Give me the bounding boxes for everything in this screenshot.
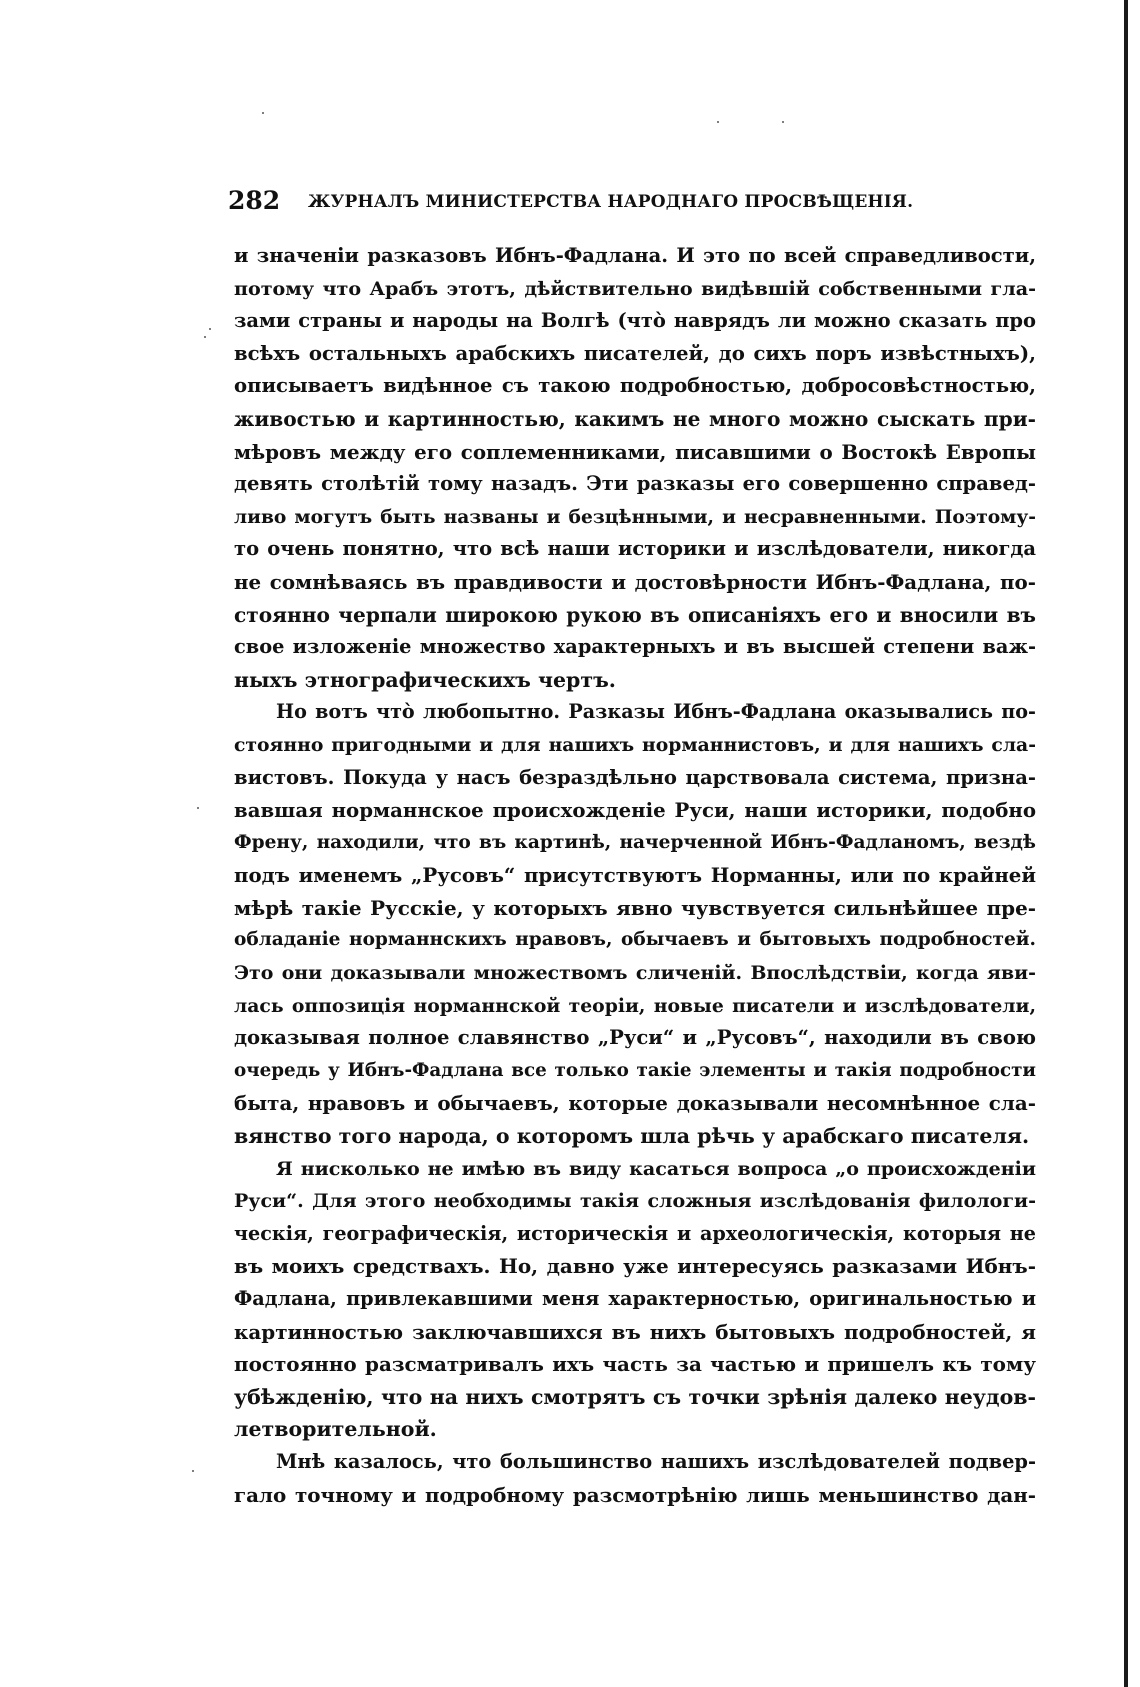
text-line: всѣхъ остальныхъ арабскихъ писателей, до сихъ поръ извѣстныхъ), <box>234 341 1036 365</box>
text-line: и значеніи разказовъ Ибнъ-Фадлана. И это по всей справедливости, <box>234 244 1036 267</box>
text-line: постоянно разсматривалъ ихъ часть за частью и пришелъ къ тому <box>234 1352 1036 1377</box>
text-line: быта, нравовъ и обычаевъ, которые доказывали несомнѣнное сла- <box>234 1091 1036 1116</box>
text-line: ныхъ этнографическихъ чертъ. <box>234 667 616 692</box>
text-line: летворительной. <box>234 1417 437 1442</box>
text-line: описываетъ видѣнное съ такою подробностью, добросовѣстностью, <box>234 374 1036 398</box>
text-line: картинностью заключавшихся въ нихъ бытовыхъ подробностей, я <box>234 1319 1036 1344</box>
text-line: свое изложеніе множество характерныхъ и въ высшей степени важ- <box>234 635 1036 659</box>
text-line: убѣжденію, что на нихъ смотрятъ съ точки зрѣнія далеко неудов- <box>234 1384 1036 1409</box>
text-line: потому что Арабъ этотъ, дѣйствительно видѣвшій собственными гла- <box>234 276 1036 300</box>
text-line: ливо могутъ быть названы и безцѣнными, и несравненными. Поэтому- <box>234 505 1036 528</box>
text-line: въ моихъ средствахъ. Но, давно уже интересуясь разказами Ибнъ- <box>234 1254 1036 1279</box>
scan-speck <box>192 1470 194 1472</box>
text-line: зами страны и народы на Волгѣ (что̀ наврядъ ли можно сказать про <box>234 309 1036 333</box>
text-line: Френу, находили, что въ картинѣ, начерченной Ибнъ-Фадланомъ, вездѣ <box>234 831 1036 853</box>
body-text <box>234 240 1036 1511</box>
text-line: подъ именемъ „Русовъ“ присутствуютъ Норманны, или по крайней <box>234 863 1036 888</box>
scan-speck <box>717 121 719 123</box>
scan-speck <box>209 328 211 330</box>
text-line: стоянно пригодными и для нашихъ норманнистовъ, и для нашихъ сла- <box>234 733 1036 756</box>
text-line: живостью и картинностью, какимъ не много можно сыскать при- <box>234 406 1036 431</box>
paragraph-start-line: Но вотъ что̀ любопытно. Разказы Ибнъ-Фадлана оказывались по- <box>276 700 1036 724</box>
text-line: мѣровъ между его соплеменниками, писавшими о Востокѣ Европы <box>234 439 1036 464</box>
text-line: лась оппозиція норманнской теоріи, новые писатели и изслѣдователи, <box>234 994 1036 1017</box>
text-line: очередь у Ибнъ-Фадлана все только такіе элементы и такія подробности <box>234 1059 1036 1081</box>
text-line: гало точному и подробному разсмотрѣнію лишь меньшинство дан- <box>234 1482 1036 1507</box>
text-line: ческія, географическія, историческія и археологическія, которыя не <box>234 1221 1036 1245</box>
text-line: Фадлана, привлекавшими меня характерностью, оригинальностью и <box>234 1287 1036 1310</box>
text-line: не сомнѣваясь въ правдивости и достовѣрности Ибнъ-Фадлана, по- <box>234 569 1036 594</box>
running-header <box>228 186 1025 216</box>
paragraph-start-line: Я нисколько не имѣю въ виду касаться вопроса „о происхожденіи <box>276 1157 1036 1180</box>
text-line: Это они доказывали множествомъ сличеній. Впослѣдствіи, когда яви- <box>234 962 1036 985</box>
scan-speck <box>262 112 264 114</box>
scan-speck <box>782 121 784 123</box>
running-title: ЖУРНАЛЪ МИНИСТЕРСТВА НАРОДНАГО ПРОСВѢЩЕНІЯ. <box>308 192 914 212</box>
paragraph-start-line: Мнѣ казалось, что большинство нашихъ изслѣдователей подвер- <box>276 1449 1036 1473</box>
text-line: Руси“. Для этого необходимы такія сложныя изслѣдованія филологи- <box>234 1190 1036 1213</box>
text-line: вистовъ. Покуда у насъ безраздѣльно царствовала система, призна- <box>234 765 1036 789</box>
text-line: вянство того народа, о которомъ шла рѣчь у арабскаго писателя. <box>234 1124 1030 1149</box>
text-line: девять столѣтій тому назадъ. Эти разказы его совершенно справед- <box>234 472 1036 496</box>
text-line: доказывая полное славянство „Руси“ и „Русовъ“, находили въ свою <box>234 1026 1036 1050</box>
scan-speck <box>197 807 199 809</box>
text-line: вавшая норманнское происхожденіе Руси, наши историки, подобно <box>234 798 1036 823</box>
page-edge-shadow <box>1124 0 1128 1687</box>
text-line: обладаніе норманнскихъ нравовъ, обычаевъ и бытовыхъ подробностей. <box>234 929 1036 951</box>
scan-speck <box>204 336 206 338</box>
text-line: то очень понятно, что всѣ наши историки и изслѣдователи, никогда <box>234 537 1036 561</box>
text-line: стоянно черпали широкою рукою въ описаніяхъ его и вносили въ <box>234 602 1036 627</box>
text-line: мѣрѣ такіе Русскіе, у которыхъ явно чувствуется сильнѣйшее пре- <box>234 895 1036 920</box>
page-number: 282 <box>228 186 281 215</box>
